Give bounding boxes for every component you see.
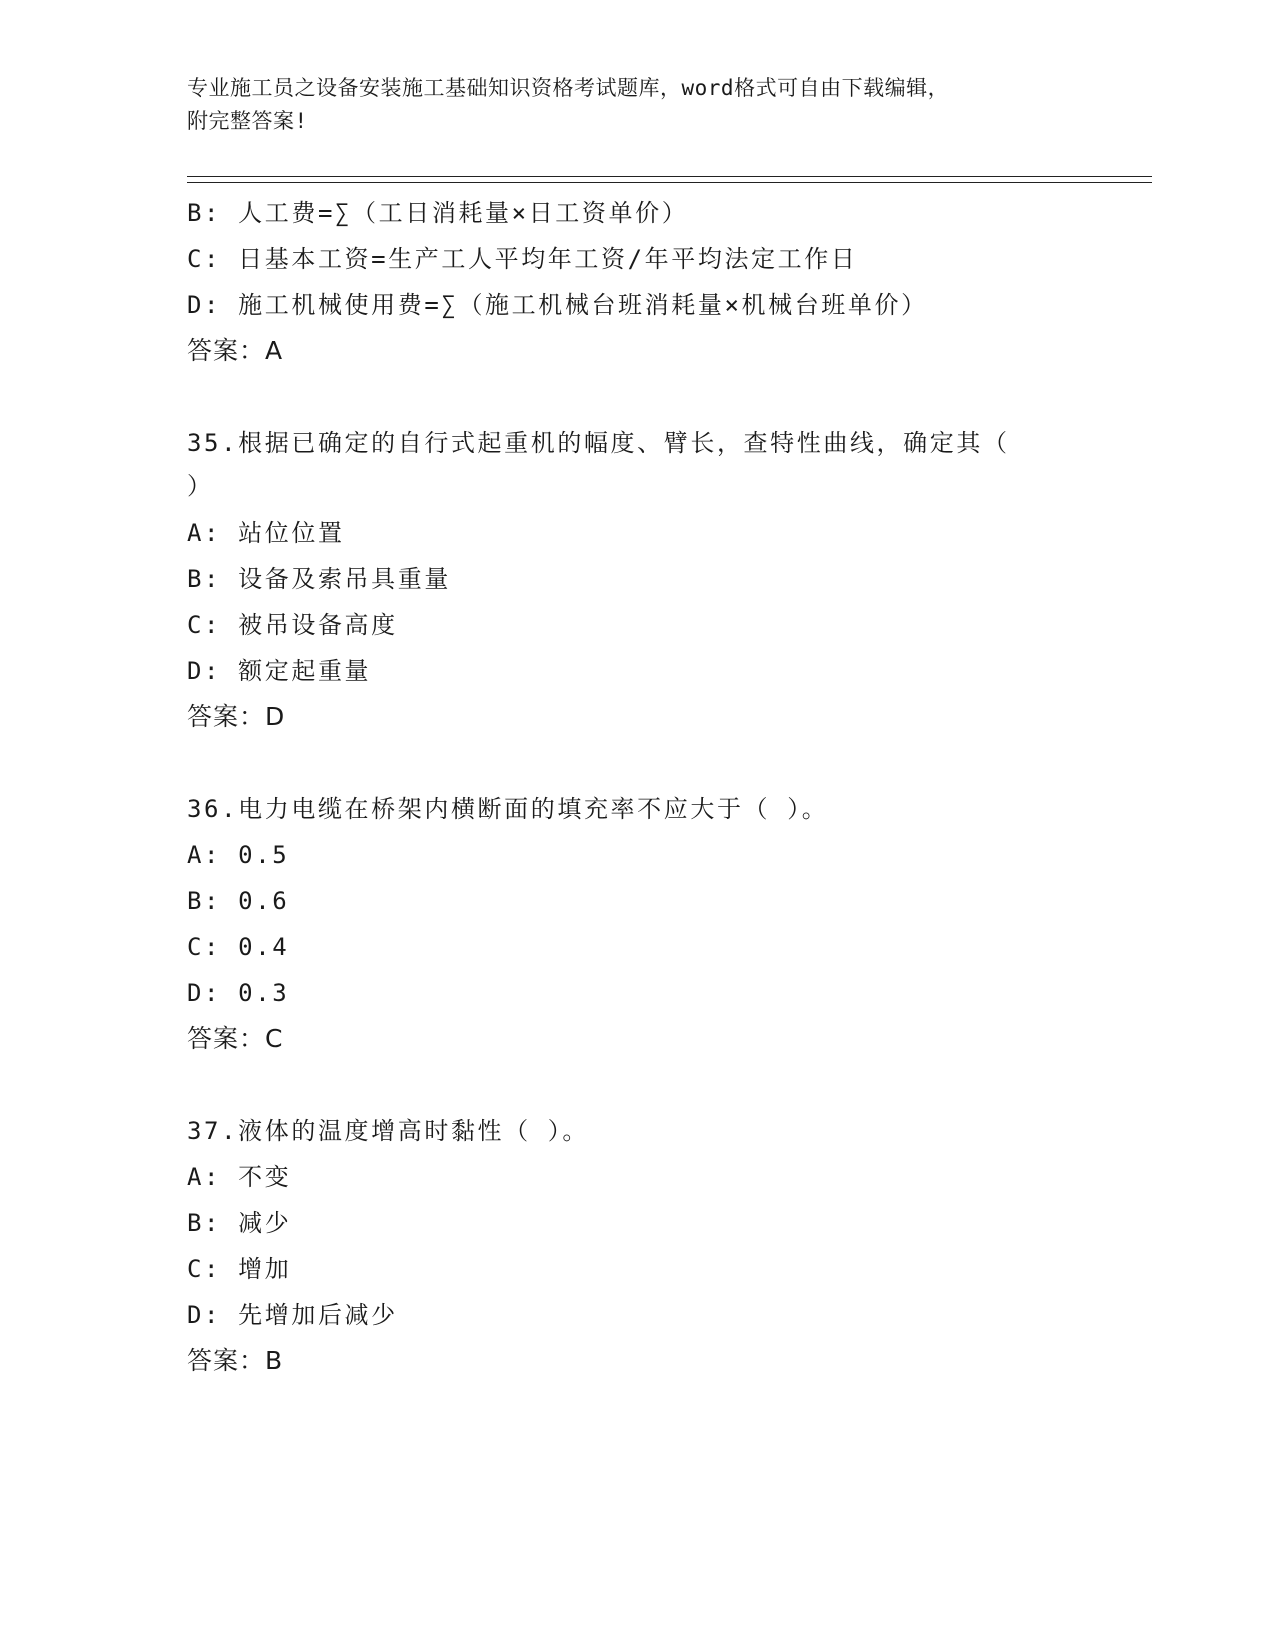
q35-option-b: B: 设备及索吊具重量 [187,565,451,593]
q36-option-b: B: 0.6 [187,887,290,915]
q37-option-c: C: 增加 [187,1255,292,1283]
q37-option-b: B: 减少 [187,1209,292,1237]
q34-option-b: B: 人工费=∑（工日消耗量×日工资单价） [187,199,689,227]
q34-answer: 答案：A [187,336,284,365]
q34-option-c: C: 日基本工资=生产工人平均年工资/年平均法定工作日 [187,245,858,273]
q35-option-a: A: 站位位置 [187,519,345,547]
q37-option-d: D: 先增加后减少 [187,1301,398,1329]
document-header [187,72,1087,138]
q36-answer: 答案：C [187,1024,284,1053]
q36-option-a: A: 0.5 [187,841,290,869]
q36-stem: 36.电力电缆在桥架内横断面的填充率不应大于（ ）。 [187,795,829,823]
header-divider-top [187,176,1152,177]
q35-option-c: C: 被吊设备高度 [187,611,398,639]
q36-option-d: D: 0.3 [187,979,290,1007]
q35-answer: 答案：D [187,702,286,731]
q34-option-d: D: 施工机械使用费=∑（施工机械台班消耗量×机械台班单价） [187,291,928,319]
q35-stem-line-1: 35.根据已确定的自行式起重机的幅度、臂长，查特性曲线，确定其（ [187,429,1010,457]
q35-option-d: D: 额定起重量 [187,657,372,685]
q35-stem-line-2: ） [187,472,214,500]
header-line-1: 专业施工员之设备安装施工基础知识资格考试题库，word格式可自由下载编辑， [187,76,950,100]
q36-option-c: C: 0.4 [187,933,290,961]
q37-answer: 答案：B [187,1346,284,1375]
header-line-2: 附完整答案! [187,109,308,133]
header-divider-bottom [187,182,1152,183]
q37-stem: 37.液体的温度增高时黏性（ ）。 [187,1117,589,1145]
q37-option-a: A: 不变 [187,1163,292,1191]
